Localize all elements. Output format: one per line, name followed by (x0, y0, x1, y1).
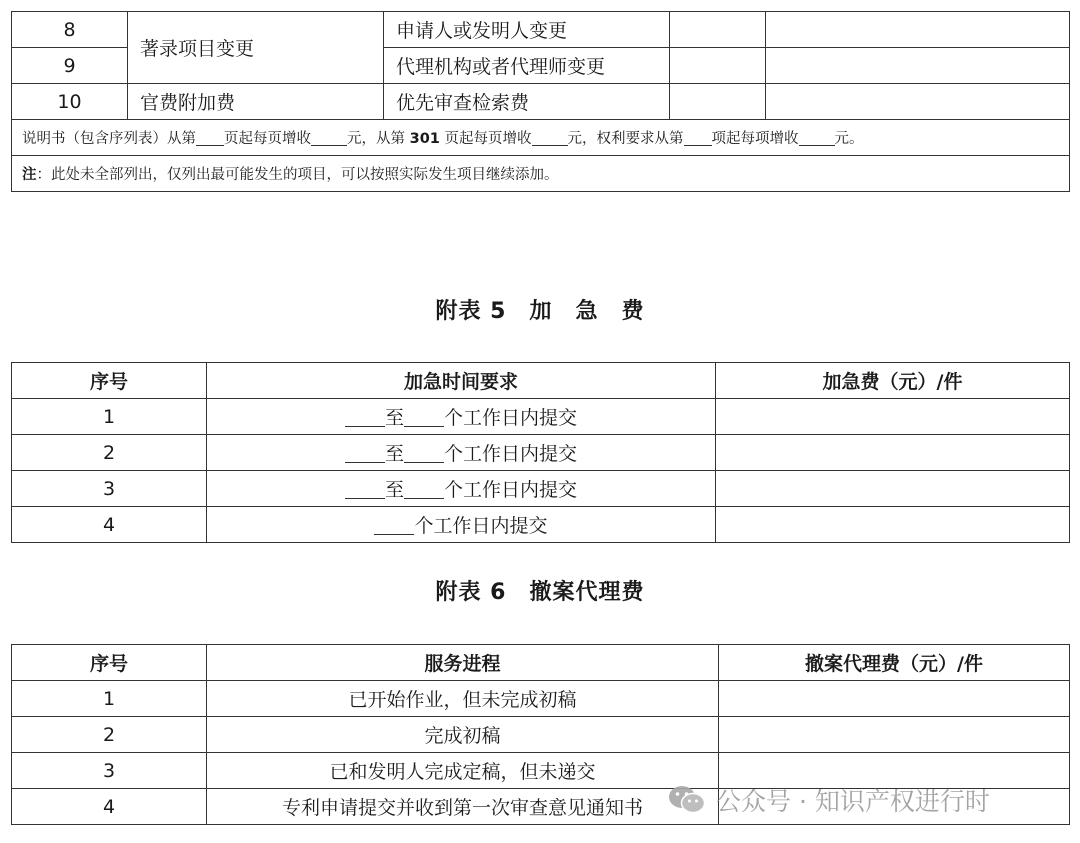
table-row (12, 399, 1070, 435)
empty-cell (716, 435, 1070, 471)
table-row (12, 12, 1070, 48)
requirement-text: 至 (384, 443, 404, 465)
table6-title: 附表 6 撤案代理费 (435, 580, 645, 605)
fee-table-continued (11, 11, 1070, 192)
row-number: 10 (12, 84, 128, 120)
row-number: 2 (12, 435, 207, 471)
empty-cell (766, 48, 1070, 84)
requirement-cell (207, 507, 716, 543)
header-progress: 服务进程 (207, 645, 719, 681)
row-number: 3 (12, 471, 207, 507)
category-cell: 著录项目变更 (128, 12, 384, 84)
category-cell: 官费附加费 (128, 84, 384, 120)
empty-cell (670, 48, 766, 84)
empty-cell (716, 399, 1070, 435)
empty-cell (719, 717, 1070, 753)
row-number: 4 (12, 789, 207, 825)
empty-cell (670, 12, 766, 48)
header-fee: 撤案代理费（元）/件 (719, 645, 1070, 681)
row-number: 1 (12, 399, 207, 435)
header-no: 序号 (12, 363, 207, 399)
wechat-icon (668, 784, 706, 816)
note-cell (12, 156, 1070, 192)
spec-text: 页起每页增收 (224, 131, 311, 147)
note-label: 注 (22, 167, 37, 183)
blank-line (799, 131, 835, 147)
blank-line (404, 443, 444, 463)
spec-text: 元。 (834, 131, 864, 147)
table-header-row (12, 645, 1070, 681)
spec-text: 元，从第 (347, 131, 405, 147)
empty-cell (719, 681, 1070, 717)
requirement-text: 个工作日内提交 (444, 479, 578, 501)
blank-line (311, 131, 347, 147)
table5-title: 附表 5 加 急 费 (435, 299, 645, 324)
urgent-fee-table (11, 362, 1070, 543)
item-cell: 申请人或发明人变更 (384, 12, 670, 48)
blank-line (684, 131, 712, 147)
row-number: 3 (12, 753, 207, 789)
empty-cell (766, 84, 1070, 120)
row-number: 9 (12, 48, 128, 84)
empty-cell (766, 12, 1070, 48)
header-no: 序号 (12, 645, 207, 681)
blank-line (404, 479, 444, 499)
progress-cell: 已开始作业，但未完成初稿 (207, 681, 719, 717)
progress-cell: 专利申请提交并收到第一次审查意见通知书 (207, 789, 719, 825)
table-row (12, 84, 1070, 120)
requirement-cell (207, 399, 716, 435)
requirement-text: 个工作日内提交 (444, 443, 578, 465)
table-header-row (12, 363, 1070, 399)
spec-text: 项起每项增收 (711, 131, 799, 147)
table-row (12, 681, 1070, 717)
spec-text: 元，权利要求从第 (567, 131, 684, 147)
note-row (12, 156, 1070, 192)
spec-text: 说明书（包含序列表）从第 (22, 131, 196, 147)
spec-page-number: 301 (409, 131, 440, 147)
progress-cell: 完成初稿 (207, 717, 719, 753)
row-number: 8 (12, 12, 128, 48)
empty-cell (670, 84, 766, 120)
table-row (12, 717, 1070, 753)
watermark-text: 公众号 · 知识产权进行时 (716, 787, 990, 816)
item-cell: 优先审查检索费 (384, 84, 670, 120)
row-number: 1 (12, 681, 207, 717)
table-row (12, 435, 1070, 471)
item-cell: 代理机构或者代理师变更 (384, 48, 670, 84)
row-number: 4 (12, 507, 207, 543)
requirement-cell (207, 471, 716, 507)
blank-line (345, 479, 385, 499)
header-fee: 加急费（元）/件 (716, 363, 1070, 399)
table-row (12, 471, 1070, 507)
requirement-text: 个工作日内提交 (414, 515, 548, 537)
requirement-text: 至 (384, 407, 404, 429)
spec-fee-row (12, 120, 1070, 156)
blank-line (404, 407, 444, 427)
blank-line (196, 131, 224, 147)
progress-cell: 已和发明人完成定稿，但未递交 (207, 753, 719, 789)
header-requirement: 加急时间要求 (207, 363, 716, 399)
watermark (668, 780, 990, 820)
blank-line (345, 443, 385, 463)
row-number: 2 (12, 717, 207, 753)
requirement-text: 个工作日内提交 (444, 407, 578, 429)
blank-line (374, 515, 414, 535)
empty-cell (716, 471, 1070, 507)
note-text: ：此处未全部列出，仅列出最可能发生的项目，可以按照实际发生项目继续添加。 (36, 167, 559, 183)
requirement-text: 至 (384, 479, 404, 501)
table-row (12, 507, 1070, 543)
empty-cell (716, 507, 1070, 543)
spec-text: 页起每页增收 (444, 131, 532, 147)
blank-line (345, 407, 385, 427)
blank-line (532, 131, 568, 147)
requirement-cell (207, 435, 716, 471)
spec-fee-line (12, 120, 1070, 156)
